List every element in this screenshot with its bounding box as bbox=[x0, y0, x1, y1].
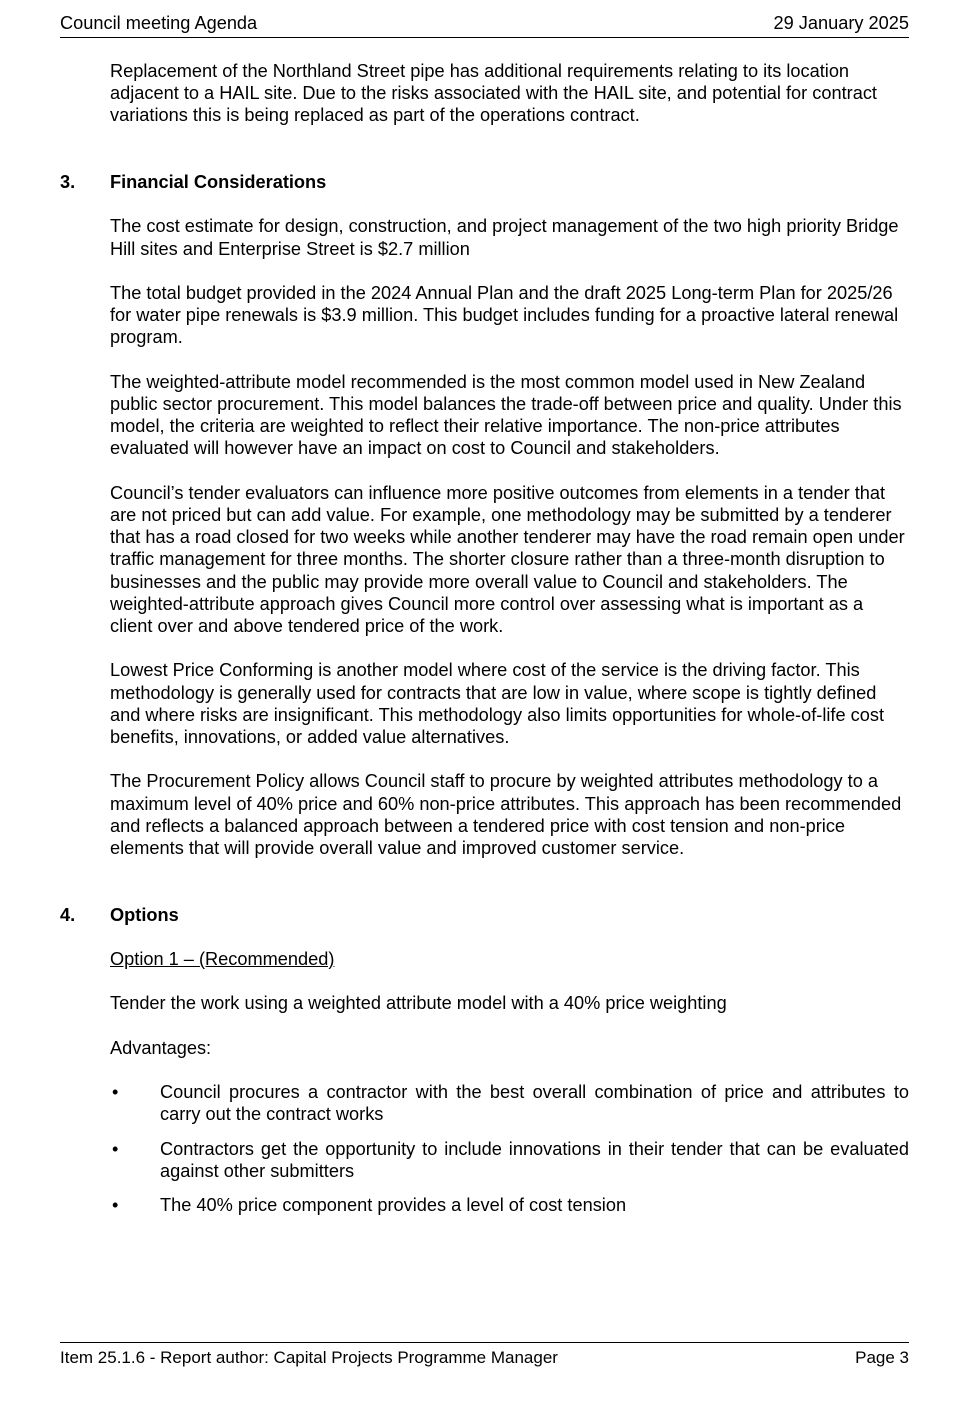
section-3-paragraph: Council’s tender evaluators can influence more positive outcomes from elements in a tender that are not priced but can add value. For example, one methodology may be submitted by a tenderer that has a road closed for two weeks while another tenderer may have the road remain open under traffic management for three months. The shorter closure rather than a three-month disruption to businesses and the public may provide more overall value to Council and stakeholders. The weighted-attribute approach gives Council more control over assessing what is important as a client over and above tendered price of the work. bbox=[110, 482, 905, 636]
advantage-text: The 40% price component provides a level of cost tension bbox=[160, 1194, 627, 1215]
footer-page-number: Page 3 bbox=[855, 1348, 909, 1367]
section-4-title: Options bbox=[110, 904, 179, 925]
section-3-paragraph: Lowest Price Conforming is another model where cost of the service is the driving factor. This methodology is generally used for contracts that are low in value, where scope is tightly defined and where risks are insignificant. This methodology also limits opportunities for whole-of-life cost benefits, innovations, or added value alternatives. bbox=[110, 660, 884, 747]
list-item bbox=[60, 1081, 909, 1125]
page-footer bbox=[60, 1342, 909, 1367]
advantage-text: Council procures a contractor with the best overall combination of price and attributes to carry out the contract works bbox=[160, 1082, 909, 1125]
document-body bbox=[60, 60, 909, 1228]
page-header bbox=[60, 11, 909, 38]
option-1-heading: Option 1 – (Recommended) bbox=[110, 948, 335, 969]
list-item bbox=[60, 1138, 909, 1182]
section-3-paragraph: The weighted-attribute model recommended is the most common model used in New Zealand public sector procurement. This model balances the trade-off between price and quality. Under this model, the criteria are weighted to reflect their relative importance. The non-price attributes evaluated will however have an impact on cost to Council and stakeholders. bbox=[110, 371, 902, 459]
section-3-title: Financial Considerations bbox=[110, 171, 327, 192]
section-3-heading bbox=[60, 171, 909, 193]
intro-paragraph: Replacement of the Northland Street pipe has additional requirements relating to its location adjacent to a HAIL site. Due to the risks associated with the HAIL site, and potential for contract variations this is being replaced as part of the operations contract. bbox=[110, 61, 877, 126]
section-3-paragraph: The total budget provided in the 2024 Annual Plan and the draft 2025 Long-term Plan for 2025/26 for water pipe renewals is $3.9 million. This budget includes funding for a proactive lateral renewal program. bbox=[110, 282, 899, 348]
section-4-number: 4. bbox=[60, 904, 76, 925]
bullet-icon: • bbox=[112, 1194, 119, 1215]
header-title: Council meeting Agenda bbox=[60, 13, 258, 33]
option-1-description: Tender the work using a weighted attribute model with a 40% price weighting bbox=[110, 993, 727, 1014]
footer-item: Item 25.1.6 - Report author: Capital Projects Programme Manager bbox=[60, 1348, 558, 1367]
header-date: 29 January 2025 bbox=[773, 13, 909, 33]
bullet-icon: • bbox=[112, 1138, 119, 1159]
section-3-paragraph: The cost estimate for design, construction, and project management of the two high priority Bridge Hill sites and Enterprise Street is $2.7 million bbox=[110, 216, 899, 259]
advantage-text: Contractors get the opportunity to include innovations in their tender that can be evaluated against other submitters bbox=[160, 1138, 909, 1181]
advantages-label: Advantages: bbox=[110, 1037, 212, 1058]
advantages-list bbox=[60, 1081, 909, 1216]
section-3-paragraph: The Procurement Policy allows Council staff to procure by weighted attributes methodology to a maximum level of 40% price and 60% non-price attributes. This approach has been recommended and reflects a balanced approach between a tendered price with cost tension and non-price elements that will provide overall value and improved customer service. bbox=[110, 771, 902, 858]
list-item bbox=[60, 1194, 909, 1216]
bullet-icon: • bbox=[112, 1082, 119, 1103]
section-4-heading bbox=[60, 904, 909, 926]
section-3-number: 3. bbox=[60, 171, 76, 192]
